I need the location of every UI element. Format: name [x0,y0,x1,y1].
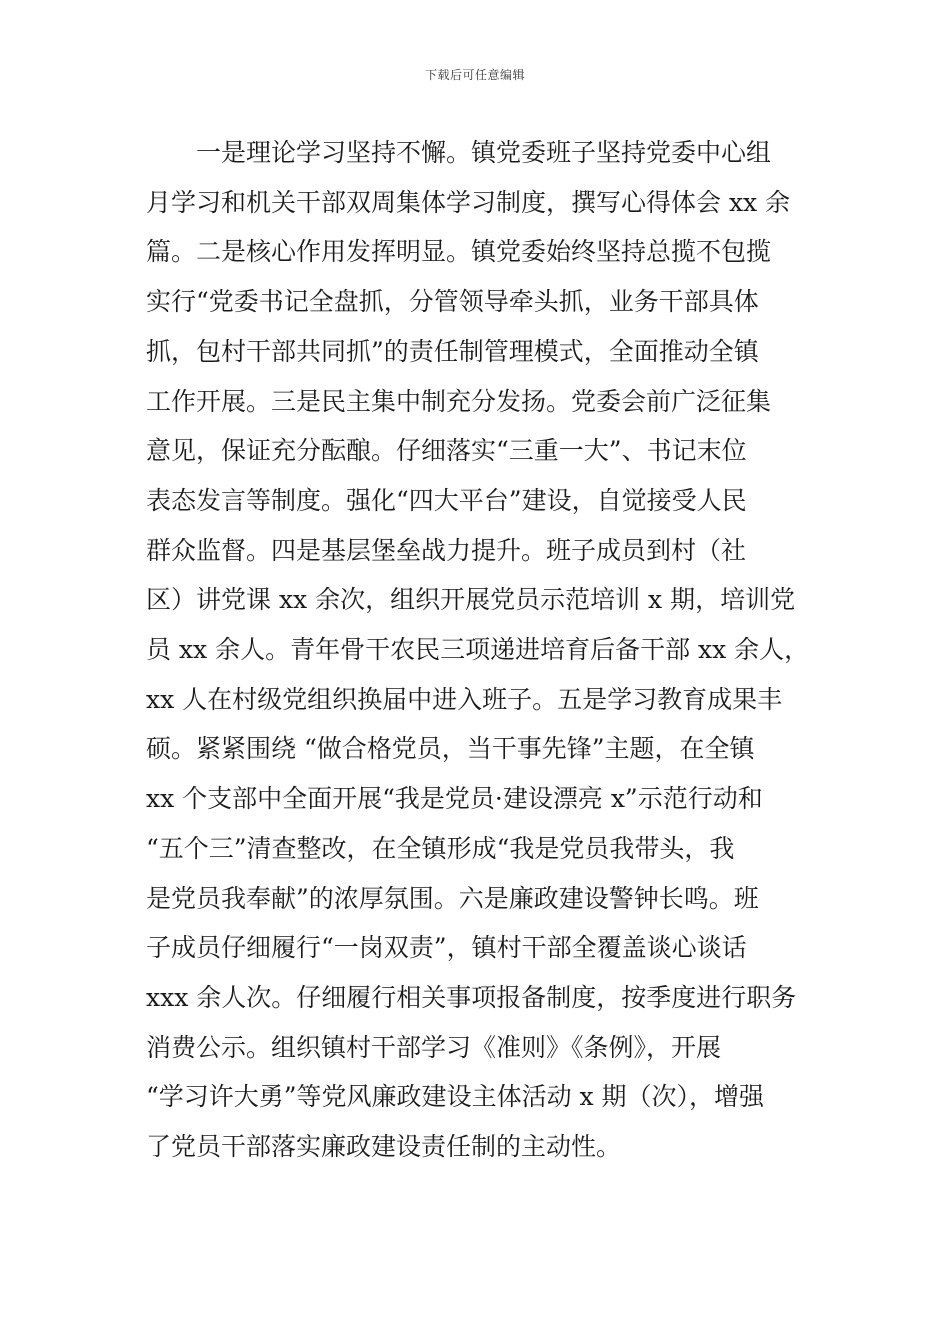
paragraph-line: xx 个支部中全面开展“我是党员·建设漂亮 x”示范行动和 [146,784,763,814]
paragraph-line: 是党员我奉献”的浓厚氛围。六是廉政建设警钟长鸣。班 [146,883,759,913]
page-header: 下载后可任意编辑 [424,68,525,82]
paragraph-line: “五个三”清查整改，在全镇形成“我是党员我带头，我 [146,833,735,863]
paragraph-line: 硕。紧紧围绕 “做合格党员，当干事先锋”主题，在全镇 [146,734,755,764]
paragraph-line: 一是理论学习坚持不懈。镇党委班子坚持党委中心组 [196,138,772,167]
paragraph-line: 实行“党委书记全盘抓，分管领导牵头抓，业务干部具体 [146,287,759,317]
paragraph-line: 消费公示。组织镇村干部学习《准则》《条例》，开展 [146,1032,722,1062]
paragraph-line: 意见，保证充分酝酿。仔细落实“三重一大”、书记末位 [146,436,747,466]
paragraph-line: 员 xx 余人。青年骨干农民三项递进培育后备干部 xx 余人， [146,635,810,665]
paragraph-line: 篇。二是核心作用发挥明显。镇党委始终坚持总揽不包揽 [146,237,772,267]
paragraph-line: xx 人在村级党组织换届中进入班子。五是学习教育成果丰 [146,684,783,714]
paragraph-line: 区）讲党课 xx 余次，组织开展党员示范培训 x 期，培训党 [146,585,796,615]
paragraph-line: “学习许大勇”等党风廉政建设主体活动 x 期（次），增强 [146,1082,765,1112]
paragraph-line: 月学习和机关干部双周集体学习制度，撰写心得体会 xx 余 [146,187,791,217]
paragraph-line: 工作开展。三是民主集中制充分发扬。党委会前广泛征集 [146,386,772,416]
paragraph-line: 了党员干部落实廉政建设责任制的主动性。 [146,1132,622,1162]
paragraph-line: 抓，包村干部共同抓”的责任制管理模式，全面推动全镇 [146,336,759,366]
paragraph-line: 群众监督。四是基层堡垒战力提升。班子成员到村（社 [146,535,747,565]
paragraph-line: 表态发言等制度。强化“四大平台”建设，自觉接受人民 [146,485,747,515]
document-body [146,128,810,1172]
paragraph-line: xxx 余人次。仔细履行相关事项报备制度，按季度进行职务 [146,982,797,1012]
paragraph-line: 子成员仔细履行“一岗双责”，镇村干部全覆盖谈心谈话 [146,933,747,963]
